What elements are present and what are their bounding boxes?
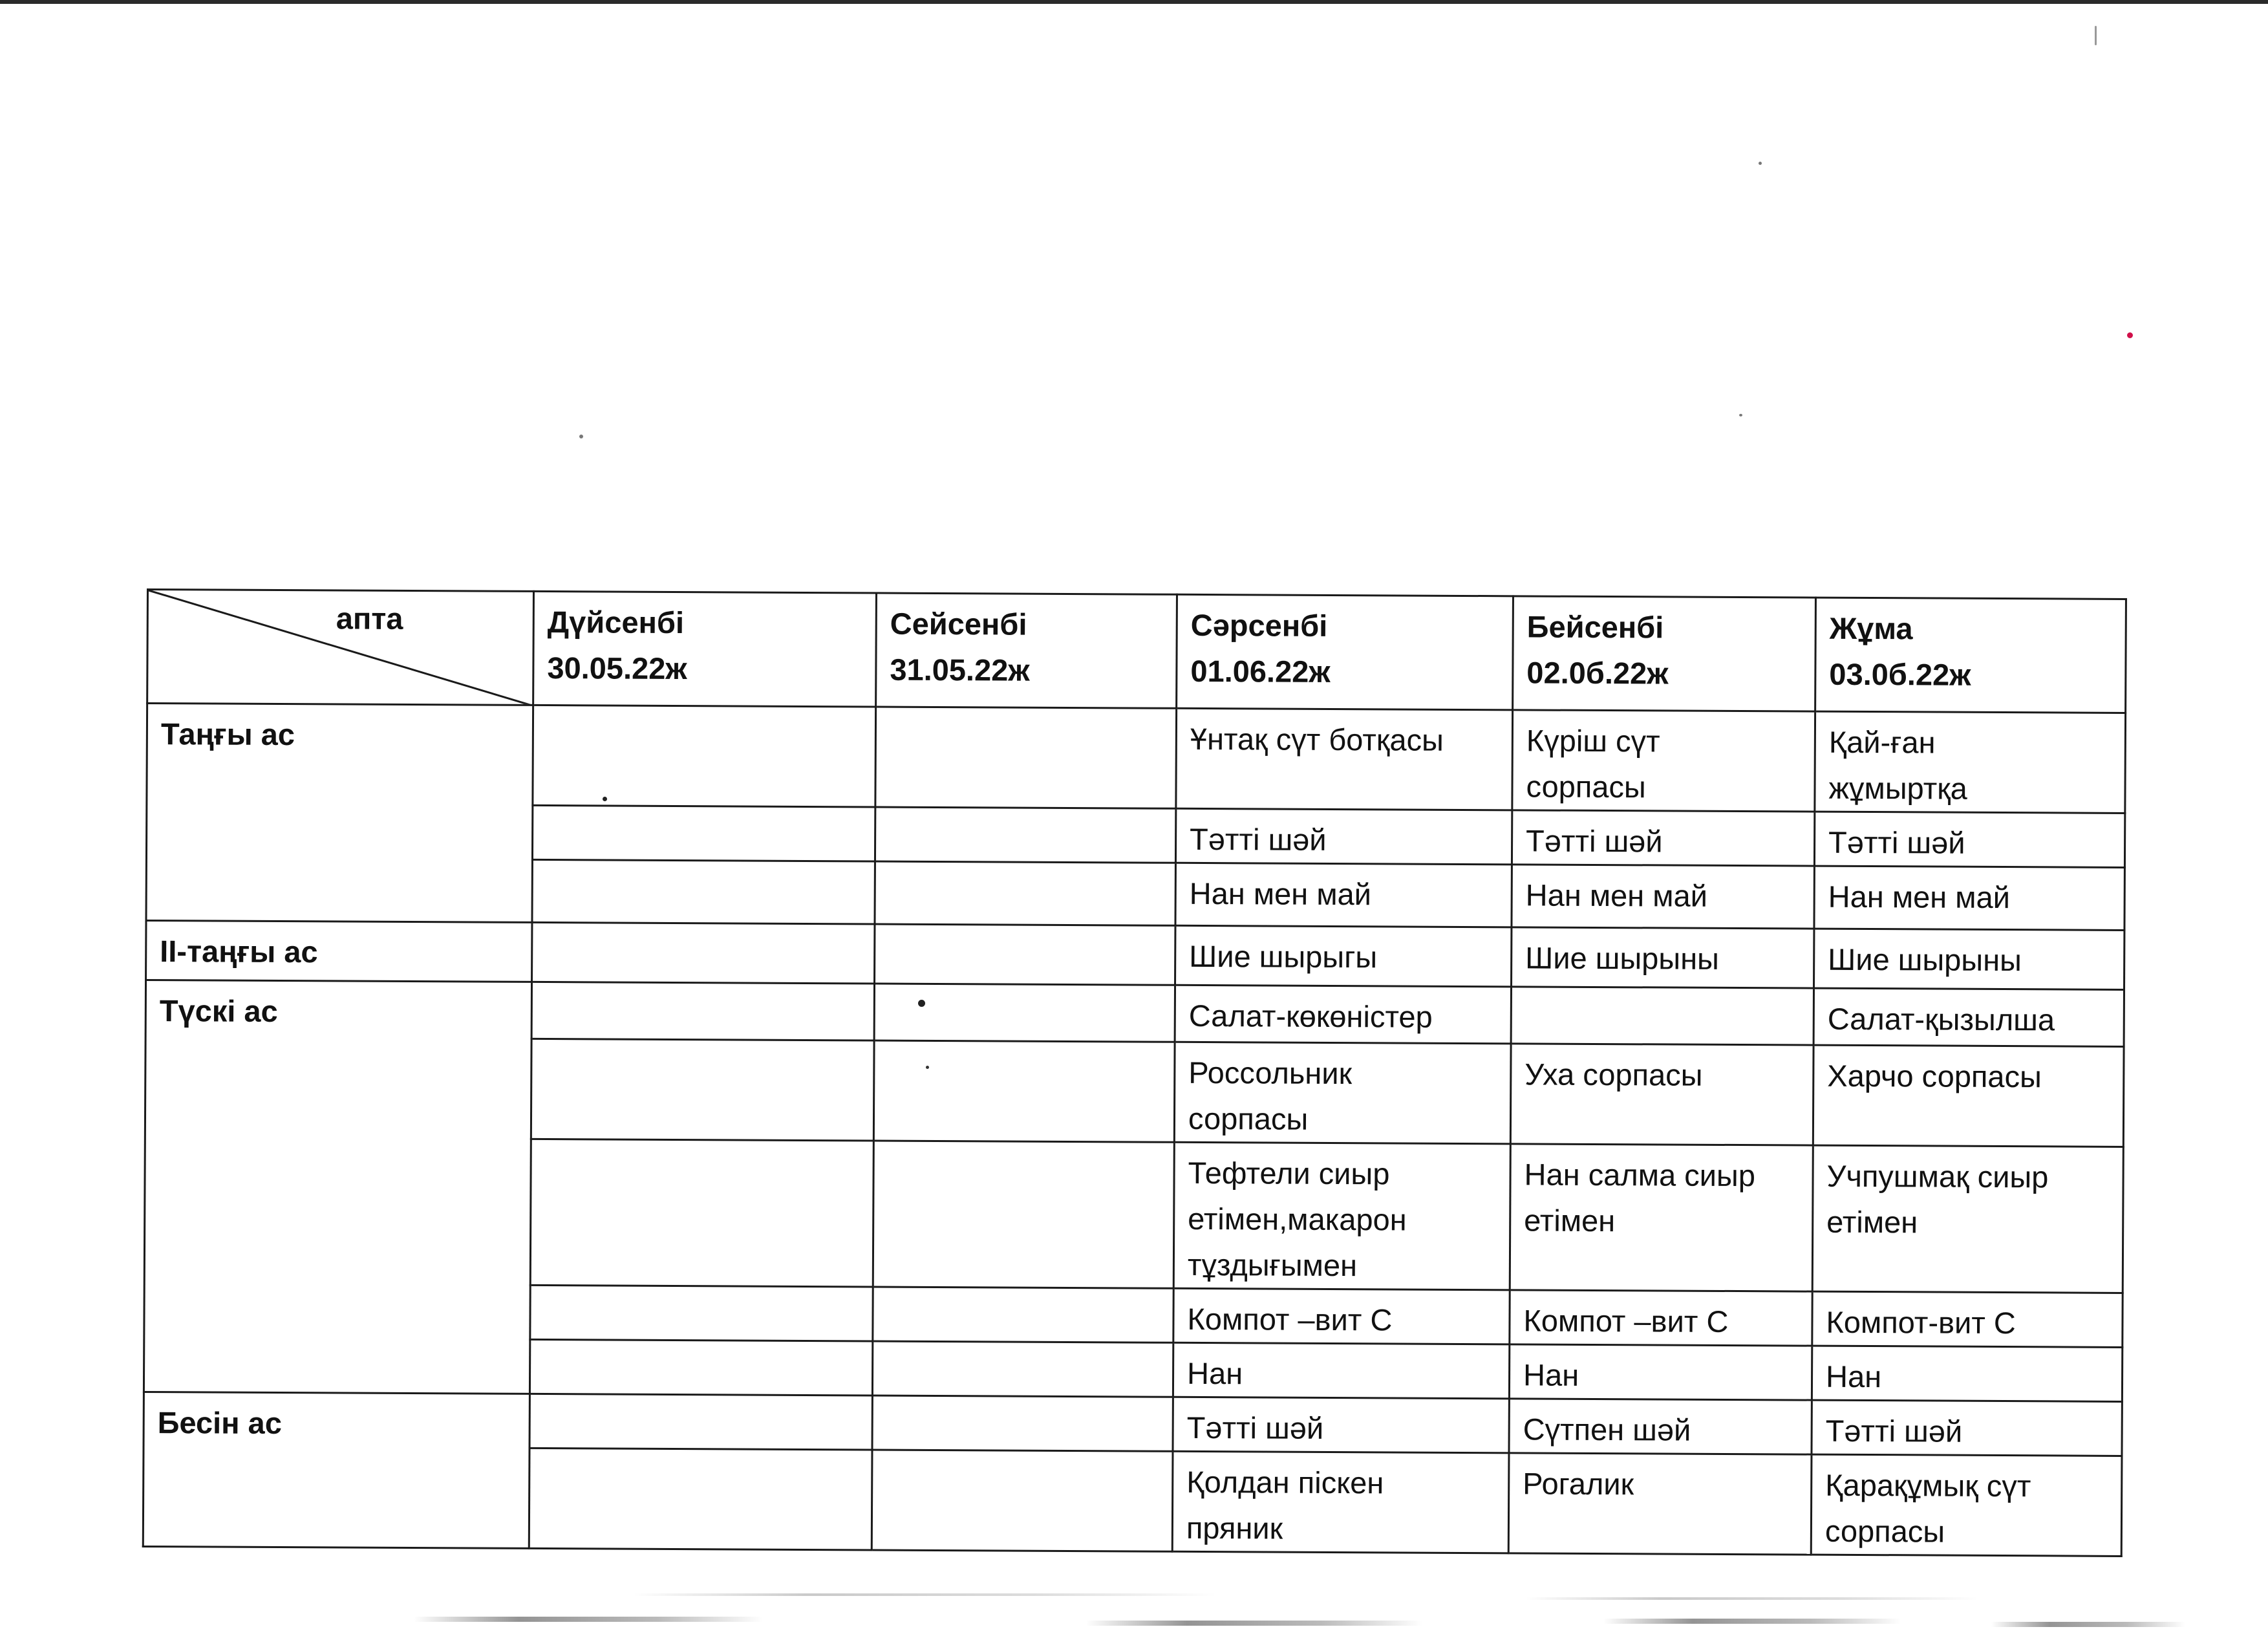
- menu-cell-friday: [1812, 1145, 2123, 1293]
- menu-cell-wednesday: [1173, 1397, 1509, 1453]
- menu-cell-thursday: [1508, 1453, 1812, 1555]
- week-label: апта: [336, 601, 403, 636]
- menu-cell-wednesday: [1173, 1142, 1510, 1290]
- dish-text: Тәтті шәй: [1189, 821, 1327, 857]
- empty-cell: [872, 1341, 1173, 1397]
- empty-cell: [873, 1141, 1174, 1288]
- dish-text: Нан мен май: [1828, 879, 2011, 915]
- meal-label-lunch: Түскі ас: [144, 980, 531, 1394]
- meal-label-snack: Бесін ас: [143, 1392, 530, 1548]
- dish-text: Нан: [1825, 1359, 1882, 1394]
- ink-dot: [2127, 332, 2133, 338]
- menu-cell-wednesday: [1175, 863, 1512, 927]
- dish-text: Нан: [1186, 1355, 1243, 1391]
- dish-text: Тәтті шәй: [1186, 1410, 1324, 1445]
- dish-text: Қарақұмық сүт: [1825, 1467, 2031, 1503]
- scan-noise: [634, 1593, 1215, 1596]
- empty-cell: [875, 861, 1175, 925]
- day-header-tuesday: [876, 593, 1177, 708]
- dish-text: Қай-ған: [1828, 724, 1936, 760]
- scan-noise: [1526, 1597, 1978, 1600]
- dish-text: Нан мен май: [1525, 878, 1708, 913]
- menu-cell-wednesday: [1172, 1451, 1509, 1553]
- dish-text: Тефтели сиыр: [1188, 1155, 1390, 1191]
- menu-cell-wednesday: [1173, 1288, 1510, 1344]
- day-name: Сейсенбі: [890, 606, 1027, 641]
- empty-cell: [1511, 987, 1813, 1045]
- table-row: [145, 980, 2124, 1047]
- dish-text: Күріш сүт: [1526, 723, 1660, 759]
- menu-cell-friday: [1811, 1454, 2122, 1556]
- scan-noise: [414, 1617, 763, 1622]
- day-date: 01.06.22ж: [1190, 653, 1331, 689]
- empty-cell: [872, 1450, 1173, 1551]
- dish-text: Учпушмақ сиыр: [1826, 1158, 2049, 1194]
- dish-text: Шие шырыгы: [1189, 938, 1378, 975]
- day-header-thursday: [1513, 596, 1816, 711]
- empty-cell: [532, 922, 875, 984]
- empty-cell: [872, 1396, 1173, 1451]
- dish-text: етімен,макарон: [1188, 1201, 1407, 1237]
- menu-cell-friday: [1814, 866, 2124, 930]
- meal-label-breakfast: Таңғы ас: [146, 704, 533, 923]
- dish-text: Салат-көкөністер: [1188, 998, 1433, 1034]
- empty-cell: [530, 1285, 873, 1341]
- menu-cell-friday: [1812, 1400, 2122, 1456]
- empty-cell: [530, 1339, 872, 1396]
- dish-text: Нан мен май: [1189, 876, 1372, 912]
- empty-cell: [875, 807, 1175, 863]
- dish-text: Шие шырыны: [1525, 940, 1720, 976]
- menu-cell-friday: [1812, 1346, 2122, 1401]
- dish-text: Тәтті шәй: [1825, 1413, 1963, 1449]
- dish-text: жұмыртқа: [1828, 770, 1968, 806]
- menu-cell-thursday: [1509, 1399, 1812, 1454]
- day-name: Жұма: [1829, 610, 1913, 646]
- dish-text: етімен: [1826, 1204, 1918, 1240]
- dish-text: Компот-вит С: [1826, 1304, 2016, 1341]
- menu-cell-wednesday: [1175, 808, 1512, 865]
- scan-noise: [1086, 1621, 1422, 1626]
- day-date: 31.05.22ж: [890, 652, 1030, 687]
- empty-cell: [875, 707, 1177, 808]
- menu-cell-friday: [1814, 812, 2124, 867]
- empty-cell: [532, 859, 875, 924]
- scan-noise: [1603, 1619, 1901, 1624]
- menu-cell-thursday: [1510, 1290, 1812, 1346]
- dish-text: Харчо сорпасы: [1827, 1058, 2042, 1094]
- empty-cell: [529, 1448, 872, 1550]
- dish-text: Россольник: [1188, 1055, 1353, 1091]
- empty-cell: [873, 1040, 1175, 1142]
- menu-cell-wednesday: [1175, 925, 1512, 987]
- empty-cell: [874, 984, 1175, 1042]
- dish-text: пряник: [1186, 1510, 1283, 1546]
- scan-speck: [579, 435, 583, 438]
- dish-text: Нан: [1523, 1357, 1579, 1392]
- day-header-friday: [1815, 598, 2126, 713]
- day-name: Дүйсенбі: [547, 605, 685, 640]
- dish-text: Уха сорпасы: [1524, 1057, 1703, 1092]
- dish-text: етімен: [1524, 1203, 1616, 1238]
- empty-cell: [530, 1394, 872, 1450]
- menu-cell-thursday: [1512, 865, 1814, 929]
- empty-cell: [531, 982, 874, 1040]
- dish-text: Тәтті шәй: [1525, 823, 1663, 859]
- scan-speck: [1739, 414, 1742, 416]
- empty-cell: [873, 1287, 1173, 1342]
- menu-cell-thursday: [1510, 1144, 1813, 1291]
- empty-cell: [531, 1039, 874, 1141]
- menu-cell-wednesday: [1176, 708, 1513, 810]
- meal-label-second-breakfast: ІІ-таңғы ас: [146, 921, 532, 982]
- header-corner-cell: [147, 590, 534, 706]
- menu-cell-thursday: [1510, 1044, 1813, 1145]
- menu-cell-thursday: [1512, 810, 1814, 866]
- menu-cell-friday: [1812, 1291, 2123, 1347]
- meal-menu-table: [142, 588, 2127, 1557]
- dish-text: Сүтпен шәй: [1523, 1412, 1691, 1447]
- dish-text: Компот –вит С: [1187, 1301, 1393, 1337]
- dish-text: Ұнтақ сүт ботқасы: [1190, 721, 1444, 757]
- menu-cell-thursday: [1512, 927, 1814, 988]
- empty-cell: [530, 1139, 873, 1287]
- menu-cell-wednesday: [1173, 1342, 1509, 1399]
- day-date: 02.0б.22ж: [1526, 655, 1669, 691]
- empty-cell: [533, 705, 876, 807]
- table-row: [146, 921, 2124, 990]
- dish-text: Салат-қызылша: [1827, 1001, 2055, 1037]
- empty-cell: [532, 805, 875, 861]
- menu-cell-wednesday: [1175, 985, 1511, 1044]
- scan-noise: [1991, 1622, 2185, 1627]
- header-row: [147, 590, 2126, 713]
- table-row: [144, 1392, 2122, 1456]
- day-header-wednesday: [1177, 594, 1514, 710]
- dish-text: сорпасы: [1526, 769, 1646, 804]
- table-row: [147, 704, 2126, 814]
- day-header-monday: [533, 591, 877, 707]
- dish-text: Шие шырыны: [1828, 942, 2022, 978]
- dish-text: тұздығымен: [1187, 1247, 1358, 1283]
- menu-cell-friday: [1813, 988, 2124, 1046]
- day-name: Бейсенбі: [1526, 609, 1664, 645]
- menu-cell-thursday: [1512, 710, 1815, 812]
- dish-text: Рогалик: [1523, 1466, 1634, 1502]
- empty-cell: [875, 924, 1175, 985]
- menu-cell-wednesday: [1174, 1042, 1511, 1144]
- menu-cell-friday: [1813, 1045, 2124, 1147]
- scan-top-edge: [0, 0, 2268, 4]
- dish-text: Компот –вит С: [1523, 1303, 1729, 1339]
- day-name: Сәрсенбі: [1190, 607, 1328, 643]
- dish-text: Қолдан піскен: [1186, 1464, 1384, 1500]
- scan-speck: [2095, 26, 2097, 45]
- menu-cell-friday: [1815, 711, 2126, 813]
- dish-text: Нан салма сиыр: [1524, 1157, 1756, 1193]
- dish-text: Тәтті шәй: [1828, 824, 1965, 860]
- scan-speck: [1759, 162, 1762, 165]
- menu-cell-friday: [1814, 929, 2124, 989]
- day-date: 30.05.22ж: [547, 651, 687, 686]
- dish-text: сорпасы: [1824, 1513, 1945, 1549]
- menu-cell-thursday: [1509, 1344, 1812, 1400]
- dish-text: сорпасы: [1188, 1101, 1309, 1136]
- day-date: 03.0б.22ж: [1829, 656, 1971, 692]
